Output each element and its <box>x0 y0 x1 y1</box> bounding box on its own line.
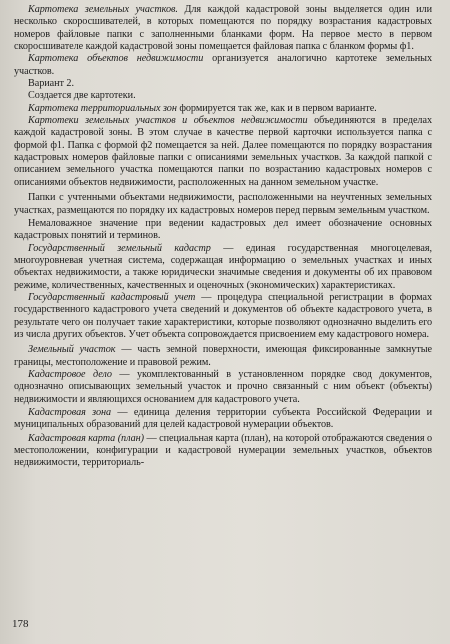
paragraph-text: — единая государственная многоцелевая, многоуровневая учетная система, содержащая информацию о земельных участках и иных объектах недвижимости, а также юридически значимые сведения и документы об их правовом режиме, количественных, качественных и оценочных (экономических) характеристиках. <box>14 242 432 291</box>
term: Картотека территориальных зон <box>28 102 177 114</box>
paragraph <box>14 192 432 217</box>
paragraph <box>14 53 432 78</box>
paragraph-text: организуется аналогично картотеке земельных участков. <box>14 53 432 77</box>
paragraph <box>14 4 432 53</box>
paragraph-text: — единица деления территории субъекта Российской Федерации и муниципальных образований для целей кадастровой нумерации объектов. <box>14 407 432 431</box>
paragraph-text: Вариант 2. <box>28 78 74 90</box>
paragraph <box>14 78 432 90</box>
paragraph <box>14 433 432 470</box>
body-text <box>14 4 432 470</box>
paragraph-text: Папки с учтенными объектами недвижимости, расположенными на неучтенных земельных участках, размещаются по порядку их кадастровых номеров перед первым земельным участком. <box>14 192 432 216</box>
paragraph <box>14 407 432 432</box>
term: Кадастровое дело <box>28 368 112 380</box>
paragraph <box>14 115 432 189</box>
term: Государственный земельный кадастр <box>28 242 211 254</box>
paragraph-text: Создается две картотеки. <box>28 90 136 102</box>
term: Кадастровая зона <box>28 407 112 418</box>
paragraph-text: — процедура специальной регистрации в формах государственного кадастрового учета сведений и документов об объекте кадастрового учета, в результате чего он получает такие характеристики, которые позволяют однозначно выделить его из числа других объектов. Учет объекта сопровождается присвоением ему кадастрового номера. <box>14 291 432 340</box>
paragraph <box>14 218 432 243</box>
paragraph <box>14 369 432 406</box>
term: Земельный участок <box>28 344 116 356</box>
paragraph-text: — укомплектованный в установленном порядке свод документов, однозначно описывающих земельный участок и прочно связанный с ним объект (объекты) недвижимости и являющихся основанием для кадастрового учета. <box>14 368 433 405</box>
term: Картотека объектов недвижимости <box>28 53 204 65</box>
paragraph-text: формируется так же, как и в первом варианте. <box>176 102 377 114</box>
paragraph <box>14 103 432 115</box>
paragraph-text: Для каждой кадастровой зоны выделяется один или несколько скоросшивателей, в которых помещаются по порядку возрастания кадастровых номеров файловые папки с заполненными бланками форм. На первое место в первом скоросшивателе каждой кадастровой зоны помещается файловая папка с бланком формы ф1. <box>14 4 432 53</box>
term: Картотеки земельных участков и объектов недвижимости <box>28 115 308 127</box>
paragraph-text: Немаловажное значение при ведении кадастровых дел имеет обозначение основных кадастровых понятий и терминов. <box>14 217 432 242</box>
paragraph <box>14 292 432 341</box>
paragraph <box>14 344 432 369</box>
paragraph-text: объединяются в пределах каждой кадастровой зоны. В этом случае в качестве первой карточки используется папка с формой ф1. Папка с формой ф2 помещается за ней. Далее помещаются по порядку возрастания кадастровых номеров файловые папки с описаниями земельных участков. За каждой папкой с описанием земельного участка помещаются папки по возрастанию кадастровых номеров с описаниями объектов недвижимости, расположенных на данном земельном участке. <box>14 115 432 188</box>
page-number: 178 <box>12 618 29 630</box>
paragraph <box>14 243 432 292</box>
paragraph-text: — часть земной поверхности, имеющая фиксированные замкнутые границы, местоположение и правовой режим. <box>14 344 432 368</box>
paragraph-text: — специальная карта (план), на которой отображаются сведения о местоположении, конфигурации и кадастровой нумерации земельных участков, объектов недвижимости, территориаль- <box>14 432 433 469</box>
paragraph <box>14 90 432 102</box>
term: Кадастровая карта (план) <box>28 432 144 444</box>
term: Картотека земельных участков. <box>28 4 178 15</box>
term: Государственный кадастровый учет <box>28 291 196 303</box>
